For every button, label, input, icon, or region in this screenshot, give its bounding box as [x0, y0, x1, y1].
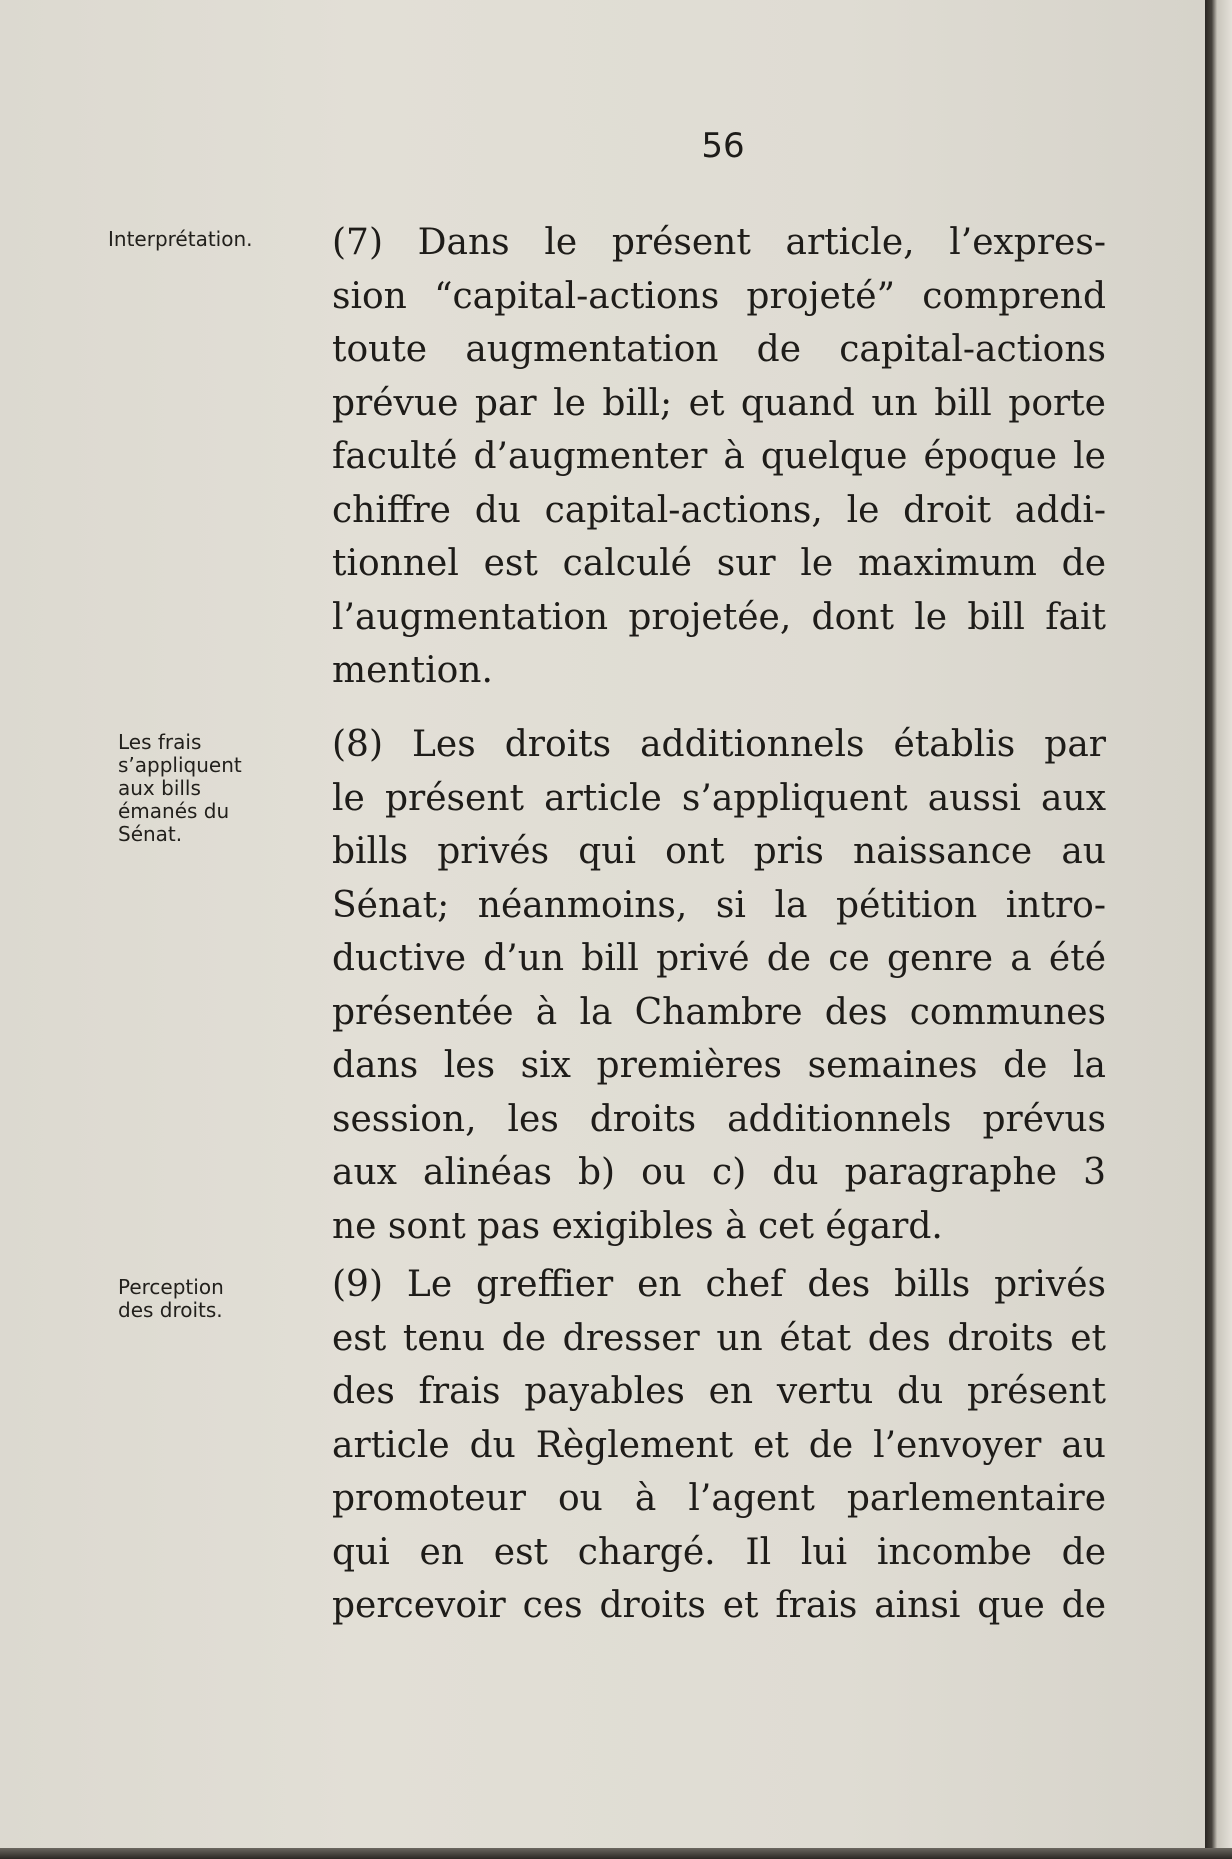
book-gutter — [1205, 0, 1232, 1859]
text-line: faculté d’augmenter à quelque époque le — [332, 436, 1106, 477]
text-line: présentée à la Chambre des communes — [332, 991, 1106, 1033]
text-line: percevoir ces droits et frais ainsi que de — [332, 1585, 1106, 1626]
text-line: sion “capital-actions projeté” comprend — [332, 275, 1106, 317]
text-line: tionnel est calculé sur le maximum de — [332, 543, 1106, 584]
paragraph-8 — [332, 718, 1106, 1253]
text-line: est tenu de dresser un état des droits et — [332, 1317, 1106, 1359]
text-line: Sénat; néanmoins, si la pétition intro- — [332, 884, 1106, 926]
text-line: des frais payables en vertu du présent — [332, 1371, 1106, 1412]
text-line: l’augmentation projetée, dont le bill fait — [332, 596, 1106, 638]
margin-note-line: Les frais — [118, 730, 202, 754]
margin-note-line: des droits. — [118, 1298, 223, 1322]
text-line: qui en est chargé. Il lui incombe de — [332, 1531, 1106, 1573]
text-line: bills privés qui ont pris naissance au — [332, 831, 1106, 872]
text-line: dans les six premières semaines de la — [332, 1045, 1106, 1086]
margin-note-frais-senat — [118, 731, 242, 846]
margin-note-line: Sénat. — [118, 822, 183, 846]
margin-note-line: Interprétation. — [108, 227, 253, 251]
margin-note-line: émanés du — [118, 799, 230, 823]
margin-note-interpretation — [108, 228, 253, 251]
margin-note-line: aux bills — [118, 776, 201, 800]
text-line: promoteur ou à l’agent parlementaire — [332, 1478, 1106, 1519]
text-line: toute augmentation de capital-actions — [332, 329, 1106, 370]
text-line: (7) Dans le présent article, l’expres- — [332, 222, 1106, 263]
text-line: (9) Le greffier en chef des bills privés — [332, 1264, 1106, 1305]
page-number: 56 — [701, 126, 745, 166]
text-line: article du Règlement et de l’envoyer au — [332, 1424, 1106, 1466]
text-line: session, les droits additionnels prévus — [332, 1098, 1106, 1140]
text-line: prévue par le bill; et quand un bill porte — [332, 382, 1106, 424]
text-line: ne sont pas exigibles à cet égard. — [332, 1205, 943, 1247]
text-line: le présent article s’appliquent aussi aux — [332, 777, 1106, 819]
margin-note-line: Perception — [118, 1275, 224, 1299]
text-line: (8) Les droits additionnels établis par — [332, 724, 1106, 765]
text-line: mention. — [332, 650, 493, 691]
margin-note-perception — [118, 1276, 224, 1322]
text-line: aux alinéas b) ou c) du paragraphe 3 — [332, 1152, 1106, 1193]
margin-note-line: s’appliquent — [118, 753, 242, 777]
paragraph-9 — [332, 1258, 1106, 1633]
text-line: chiffre du capital-actions, le droit addi- — [332, 489, 1106, 531]
page-bottom-edge — [0, 1848, 1232, 1859]
text-line: ductive d’un bill privé de ce genre a été — [332, 938, 1106, 979]
paragraph-7 — [332, 216, 1106, 698]
